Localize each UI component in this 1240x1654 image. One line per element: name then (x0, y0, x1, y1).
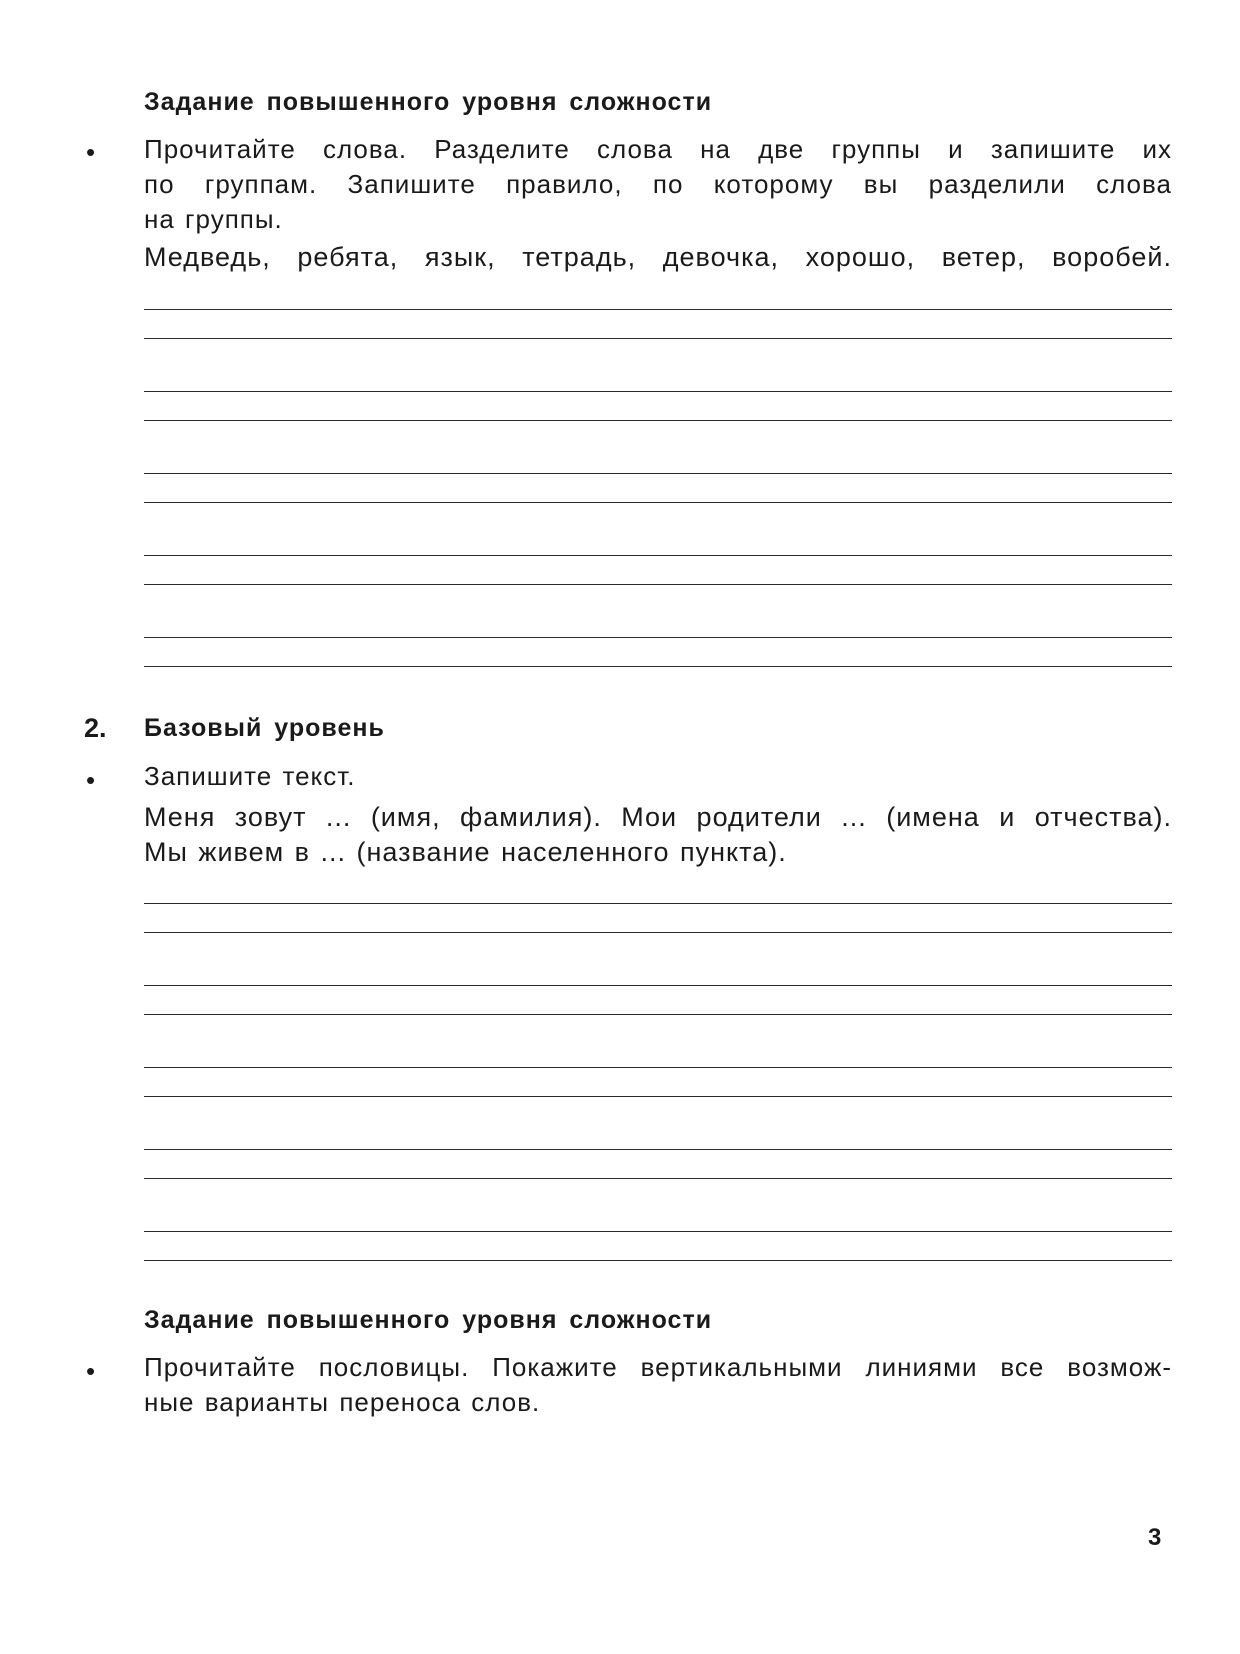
writing-line (144, 1231, 1172, 1232)
writing-line-pair[interactable] (144, 637, 1172, 669)
instruction-line: ные варианты переноса слов. (144, 1387, 541, 1417)
section-3-heading: Задание повышенного уровня сложности (144, 1306, 713, 1334)
section-2-heading: Базовый уровень (144, 714, 385, 742)
writing-line-pair[interactable] (144, 1067, 1172, 1099)
writing-line (144, 637, 1172, 638)
writing-line-pair[interactable] (144, 309, 1172, 341)
word-list-line: Медведь, ребята, язык, тетрадь, девочка, хорошо, ветер, воробей. (144, 242, 1172, 272)
writing-line (144, 584, 1172, 585)
section-1-bullet-icon: • (86, 137, 96, 167)
writing-line-pair[interactable] (144, 473, 1172, 505)
writing-line (144, 1149, 1172, 1150)
page-number: 3 (1148, 1524, 1162, 1551)
writing-line (144, 985, 1172, 986)
section-2-number: 2. (84, 713, 107, 743)
writing-line (144, 555, 1172, 556)
writing-line (144, 391, 1172, 392)
writing-line (144, 473, 1172, 474)
text-line: Меня зовут ... (имя, фамилия). Мои родители ... (имена и отчества). (144, 802, 1172, 832)
section-1-word-list (144, 240, 1172, 275)
section-3-bullet-icon: • (86, 1356, 96, 1386)
writing-line (144, 666, 1172, 667)
section-1-heading: Задание повышенного уровня сложности (144, 88, 713, 116)
writing-line-pair[interactable] (144, 391, 1172, 423)
writing-line-pair[interactable] (144, 1149, 1172, 1181)
section-1-instruction (144, 132, 1172, 237)
writing-line (144, 338, 1172, 339)
section-2-instruction: Запишите текст. (144, 761, 356, 791)
text-line: Мы живем в ... (название населенного пункта). (144, 837, 787, 867)
writing-line (144, 502, 1172, 503)
writing-line-pair[interactable] (144, 1231, 1172, 1263)
writing-line (144, 932, 1172, 933)
writing-line (144, 1178, 1172, 1179)
writing-line (144, 1260, 1172, 1261)
section-3-instruction (144, 1350, 1172, 1420)
writing-line (144, 903, 1172, 904)
writing-line (144, 1014, 1172, 1015)
writing-line (144, 1096, 1172, 1097)
writing-line (144, 420, 1172, 421)
writing-line-pair[interactable] (144, 555, 1172, 587)
instruction-line: Прочитайте слова. Разделите слова на две группы и запишите их (144, 134, 1172, 164)
writing-line (144, 309, 1172, 310)
section-2-bullet-icon: • (86, 765, 96, 795)
writing-line (144, 1067, 1172, 1068)
instruction-line: по группам. Запишите правило, по которому вы разделили слова (144, 169, 1172, 199)
instruction-line: на группы. (144, 204, 283, 234)
writing-line-pair[interactable] (144, 985, 1172, 1017)
instruction-line: Прочитайте пословицы. Покажите вертикальными линиями все возмож- (144, 1352, 1172, 1382)
section-2-text (144, 800, 1172, 870)
writing-line-pair[interactable] (144, 903, 1172, 935)
